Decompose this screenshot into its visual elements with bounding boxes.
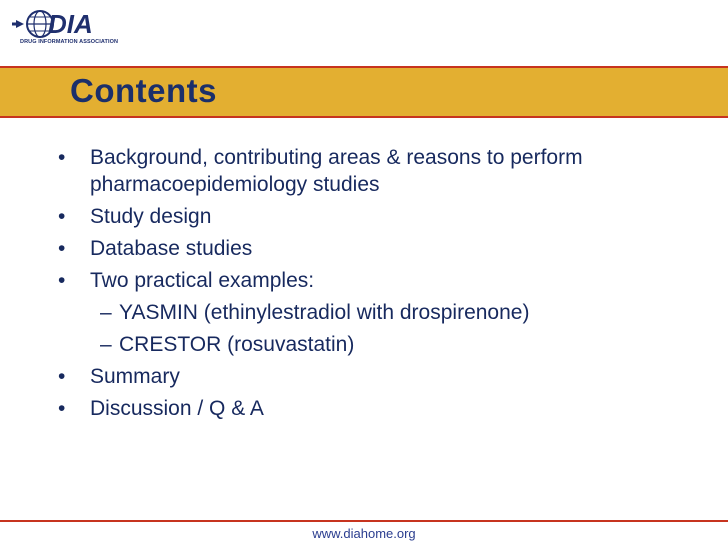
dia-logo-mark	[12, 8, 120, 40]
footer-url-link[interactable]: www.diahome.org	[312, 526, 416, 541]
sub-item-dash: –	[100, 333, 112, 356]
list-item-text: Background, contributing areas & reasons to perform pharmacoepidemiology studies	[90, 146, 583, 196]
sub-list-item	[58, 331, 698, 358]
contents-list	[58, 144, 698, 427]
sub-item-dash: –	[100, 301, 112, 324]
list-item-text: Study design	[90, 205, 212, 228]
sub-item-text: YASMIN (ethinylestradiol with drospirenone)	[119, 301, 530, 324]
list-item	[58, 203, 698, 230]
list-item	[58, 363, 698, 390]
sub-item-text: CRESTOR (rosuvastatin)	[119, 333, 355, 356]
list-item	[58, 144, 698, 198]
slide-title: Contents	[70, 72, 217, 109]
list-item-text: Discussion / Q & A	[90, 397, 264, 420]
dia-logo	[12, 8, 120, 50]
list-item	[58, 267, 698, 294]
list-item-text: Database studies	[90, 237, 253, 260]
list-item	[58, 395, 698, 422]
list-item-text: Summary	[90, 365, 180, 388]
list-item	[58, 235, 698, 262]
logo-wordmark: DIA	[48, 9, 93, 39]
sub-list-item	[58, 299, 698, 326]
list-item-text: Two practical examples:	[90, 269, 315, 292]
logo-caption: DRUG INFORMATION ASSOCIATION	[20, 39, 119, 45]
